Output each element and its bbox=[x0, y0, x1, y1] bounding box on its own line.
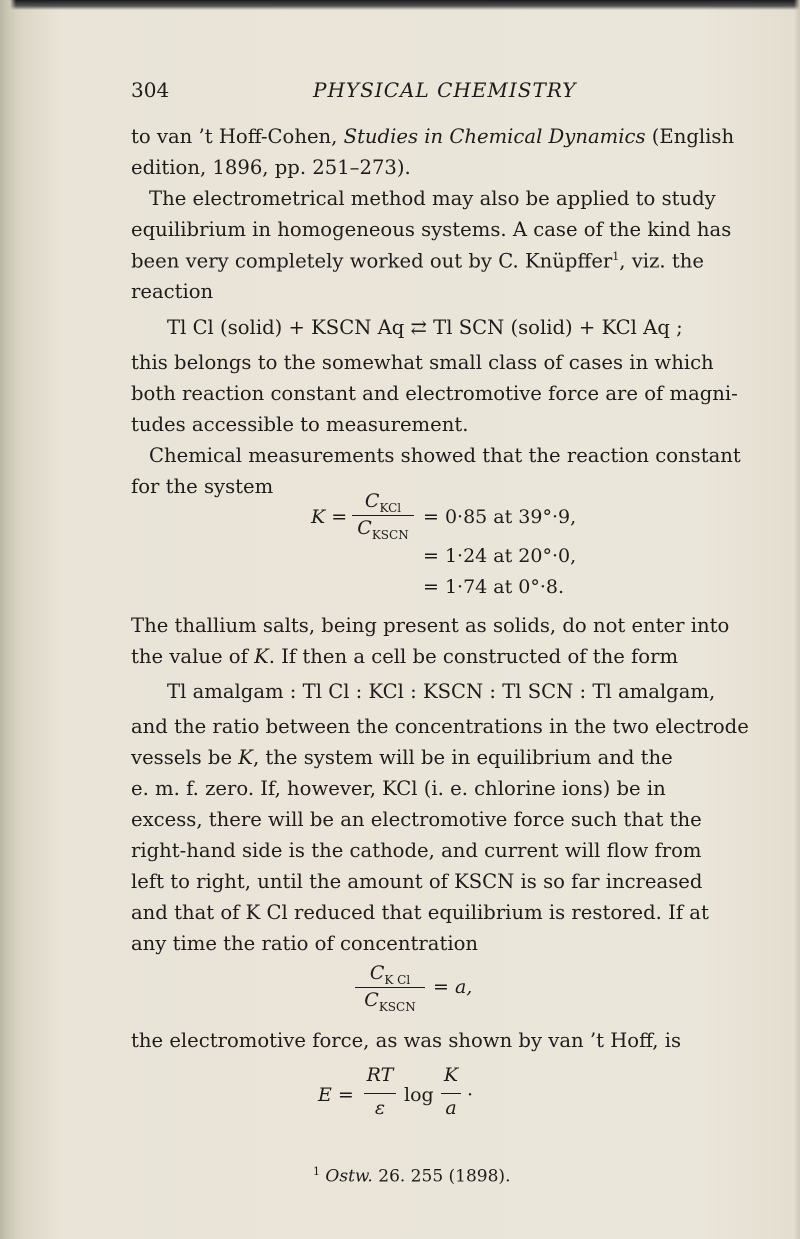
eq-ratio-fraction-bar bbox=[355, 987, 425, 988]
eq-emf-bar1 bbox=[364, 1093, 396, 1094]
eq-k-lhs: K = bbox=[311, 506, 348, 528]
footnote-number: 1 bbox=[313, 1165, 320, 1178]
text-line: any time the ratio of concentration bbox=[131, 932, 479, 955]
eq-emf-lhs: E = bbox=[318, 1084, 354, 1106]
text-line: The electrometrical method may also be applied to study bbox=[149, 187, 716, 210]
text-line: both reaction constant and electromotive force are of magni- bbox=[131, 382, 738, 405]
text-line: and that of K Cl reduced that equilibrium is restored. If at bbox=[131, 901, 709, 924]
text-line: and the ratio between the concentrations in the two electrode bbox=[131, 715, 749, 738]
text-line: for the system bbox=[131, 475, 274, 498]
eq-emf-log: log bbox=[404, 1084, 434, 1106]
eq-k-value-2: = 1·24 at 20°·0, bbox=[423, 545, 577, 567]
text-line: the value of K. If then a cell be constructed of the form bbox=[131, 645, 679, 668]
eq-ratio-rhs: = a, bbox=[433, 976, 473, 998]
eq-emf-num1: RT bbox=[366, 1064, 394, 1086]
text-line: excess, there will be an electromotive force such that the bbox=[131, 808, 702, 831]
page-top-edge bbox=[0, 0, 800, 10]
text-line: the electromotive force, as was shown by van ’t Hoff, is bbox=[131, 1029, 682, 1052]
eq-emf-bar2 bbox=[441, 1093, 461, 1094]
eq-k-numerator: $C_{KCl}$ bbox=[364, 490, 402, 515]
eq-k-denominator: $C_{KSCN}$ bbox=[357, 517, 409, 542]
eq-k-value-3: = 1·74 at 0°·8. bbox=[423, 576, 565, 598]
text-line: tudes accessible to measurement. bbox=[131, 413, 469, 436]
reaction-equation: Tl Cl (solid) + KSCN Aq ⇄ Tl SCN (solid) + KCl Aq ; bbox=[167, 316, 683, 339]
text-line: vessels be K, the system will be in equilibrium and the bbox=[131, 746, 673, 769]
page-number: 304 bbox=[131, 78, 170, 102]
eq-ratio-numerator: $C_{K Cl}$ bbox=[369, 962, 411, 987]
text-line: e. m. f. zero. If, however, KCl (i. e. chlorine ions) be in bbox=[131, 777, 666, 800]
footnote bbox=[313, 1165, 510, 1187]
eq-emf-den1: ε bbox=[374, 1097, 386, 1119]
eq-emf-num2: K bbox=[443, 1064, 459, 1086]
eq-ratio-denominator: $C_{KSCN}$ bbox=[364, 989, 416, 1014]
text-line: left to right, until the amount of KSCN is so far increased bbox=[131, 870, 703, 893]
eq-emf-end: · bbox=[467, 1084, 474, 1106]
footnote-citation: 26. 255 (1898). bbox=[372, 1166, 511, 1187]
text-line: to van ’t Hoff-Cohen, Studies in Chemical Dynamics (English bbox=[131, 125, 735, 148]
cell-formula: Tl amalgam : Tl Cl : KCl : KSCN : Tl SCN : Tl amalgam, bbox=[167, 680, 716, 703]
text-line: edition, 1896, pp. 251–273). bbox=[131, 156, 411, 179]
page-binding-edge bbox=[0, 0, 16, 1239]
text-line: equilibrium in homogeneous systems. A case of the kind has bbox=[131, 218, 732, 241]
eq-k-value-1: = 0·85 at 39°·9, bbox=[423, 506, 577, 528]
text-line: this belongs to the somewhat small class of cases in which bbox=[131, 351, 714, 374]
eq-emf-den2: a bbox=[445, 1097, 457, 1119]
footnote-mark: 1 bbox=[612, 250, 620, 263]
footnote-journal: Ostw. bbox=[325, 1166, 373, 1187]
page-right-edge bbox=[794, 0, 800, 1239]
text-line: right-hand side is the cathode, and current will flow from bbox=[131, 839, 702, 862]
text-line: been very completely worked out by C. Knüpffer$^1$, viz. the bbox=[131, 249, 704, 273]
text-line: reaction bbox=[131, 280, 214, 303]
eq-k-fraction-bar bbox=[352, 515, 414, 516]
text-line: Chemical measurements showed that the reaction constant bbox=[149, 444, 741, 467]
text-line: The thallium salts, being present as solids, do not enter into bbox=[131, 614, 730, 637]
running-head: PHYSICAL CHEMISTRY bbox=[313, 78, 577, 102]
